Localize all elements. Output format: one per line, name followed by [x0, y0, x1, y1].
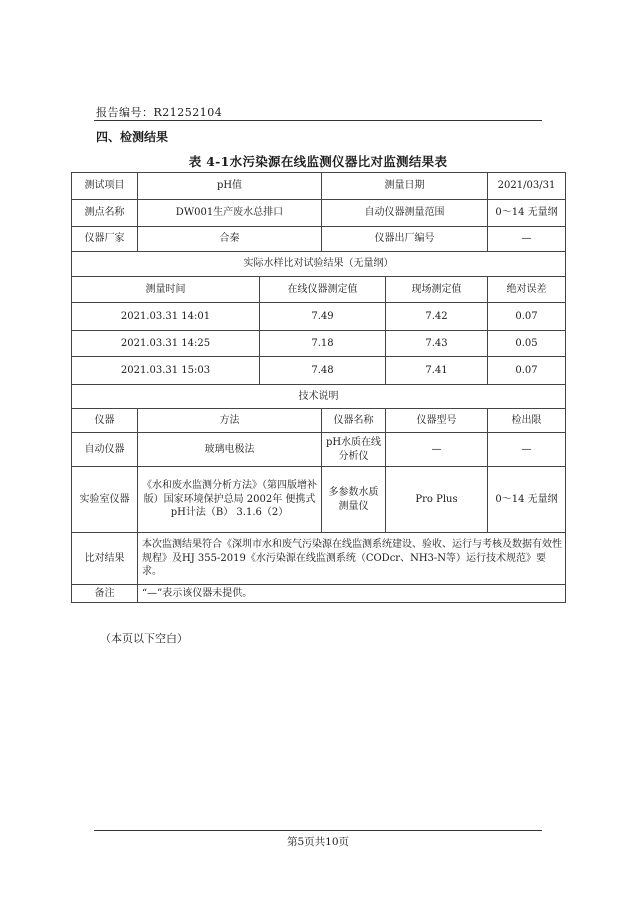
- auto-instrument-label: 自动仪器: [72, 433, 138, 467]
- maker-value: 合秦: [138, 227, 322, 252]
- comparison-row: [72, 303, 566, 331]
- comparison-field: 7.41: [386, 357, 488, 385]
- section-title: 四、检测结果: [96, 130, 169, 144]
- comparison-row: [72, 331, 566, 357]
- tech-col-limit: 检出限: [488, 409, 566, 433]
- range-label: 自动仪器测量范围: [322, 200, 488, 227]
- tech-col-model: 仪器型号: [386, 409, 488, 433]
- tech-row-lab: [72, 467, 566, 533]
- comparison-field: 7.42: [386, 303, 488, 331]
- tech-header-row: [72, 409, 566, 433]
- info-row-point: [72, 200, 566, 227]
- tech-col-instrument: 仪器: [72, 409, 138, 433]
- comparison-row: [72, 357, 566, 385]
- auto-method: 玻璃电极法: [138, 433, 322, 467]
- remark-row: [72, 585, 566, 603]
- lab-model: Pro Plus: [386, 467, 488, 533]
- blank-page-note: （本页以下空白）: [100, 632, 188, 645]
- result-text: 本次监测结果符合《深圳市水和废气污染源在线监测系统建设、验收、运行与考核及数据有效性规程》及HJ 355-2019《水污染源在线监测系统（CODcr、NH3-N等）运行技术规范》要求。: [138, 533, 566, 585]
- col-header-field: 现场测定值: [386, 277, 488, 303]
- comparison-online: 7.49: [260, 303, 386, 331]
- col-header-online: 在线仪器测定值: [260, 277, 386, 303]
- lab-limit: 0～14 无量纲: [488, 467, 566, 533]
- col-header-time: 测量时间: [72, 277, 260, 303]
- range-value: 0～14 无量纲: [488, 200, 566, 227]
- tech-heading: 技术说明: [72, 385, 566, 409]
- test-item-label: 测试项目: [72, 173, 138, 200]
- remark-label: 备注: [72, 585, 138, 603]
- lab-method: 《水和废水监测分析方法》（第四版增补版）国家环境保护总局 2002年 便携式pH计法（B） 3.1.6（2）: [138, 467, 322, 533]
- comparison-heading-row: [72, 252, 566, 277]
- maker-label: 仪器厂家: [72, 227, 138, 252]
- test-date-label: 测量日期: [322, 173, 488, 200]
- report-number: 报告编号：R21252104: [96, 106, 223, 119]
- lab-name: 多参数水质测量仪: [322, 467, 386, 533]
- point-label: 测点名称: [72, 200, 138, 227]
- comparison-heading: 实际水样比对试验结果（无量纲）: [72, 252, 566, 277]
- comparison-online: 7.18: [260, 331, 386, 357]
- comparison-abs-error: 0.05: [488, 331, 566, 357]
- result-row: [72, 533, 566, 585]
- header-rule: [94, 120, 542, 121]
- serial-value: —: [488, 227, 566, 252]
- remark-text: “—”表示该仪器未提供。: [138, 585, 566, 603]
- auto-model: —: [386, 433, 488, 467]
- col-header-abs-error: 绝对误差: [488, 277, 566, 303]
- comparison-field: 7.43: [386, 331, 488, 357]
- result-label: 比对结果: [72, 533, 138, 585]
- comparison-time: 2021.03.31 15:03: [72, 357, 260, 385]
- comparison-online: 7.48: [260, 357, 386, 385]
- tech-col-method: 方法: [138, 409, 322, 433]
- comparison-abs-error: 0.07: [488, 357, 566, 385]
- comparison-header-row: [72, 277, 566, 303]
- comparison-time: 2021.03.31 14:01: [72, 303, 260, 331]
- info-row-item: [72, 173, 566, 200]
- auto-name: pH水质在线分析仪: [322, 433, 386, 467]
- footer-rule: [94, 830, 542, 831]
- tech-heading-row: [72, 385, 566, 409]
- lab-instrument-label: 实验室仪器: [72, 467, 138, 533]
- test-date-value: 2021/03/31: [488, 173, 566, 200]
- info-row-maker: [72, 227, 566, 252]
- tech-row-auto: [72, 433, 566, 467]
- auto-limit: —: [488, 433, 566, 467]
- results-table: [71, 172, 566, 603]
- serial-label: 仪器出厂编号: [322, 227, 488, 252]
- comparison-abs-error: 0.07: [488, 303, 566, 331]
- page-number: 第5页共10页: [286, 836, 350, 848]
- test-item-value: pH值: [138, 173, 322, 200]
- table-title: 表 4-1水污染源在线监测仪器比对监测结果表: [188, 154, 448, 169]
- comparison-time: 2021.03.31 14:25: [72, 331, 260, 357]
- point-value: DW001生产废水总排口: [138, 200, 322, 227]
- tech-col-name: 仪器名称: [322, 409, 386, 433]
